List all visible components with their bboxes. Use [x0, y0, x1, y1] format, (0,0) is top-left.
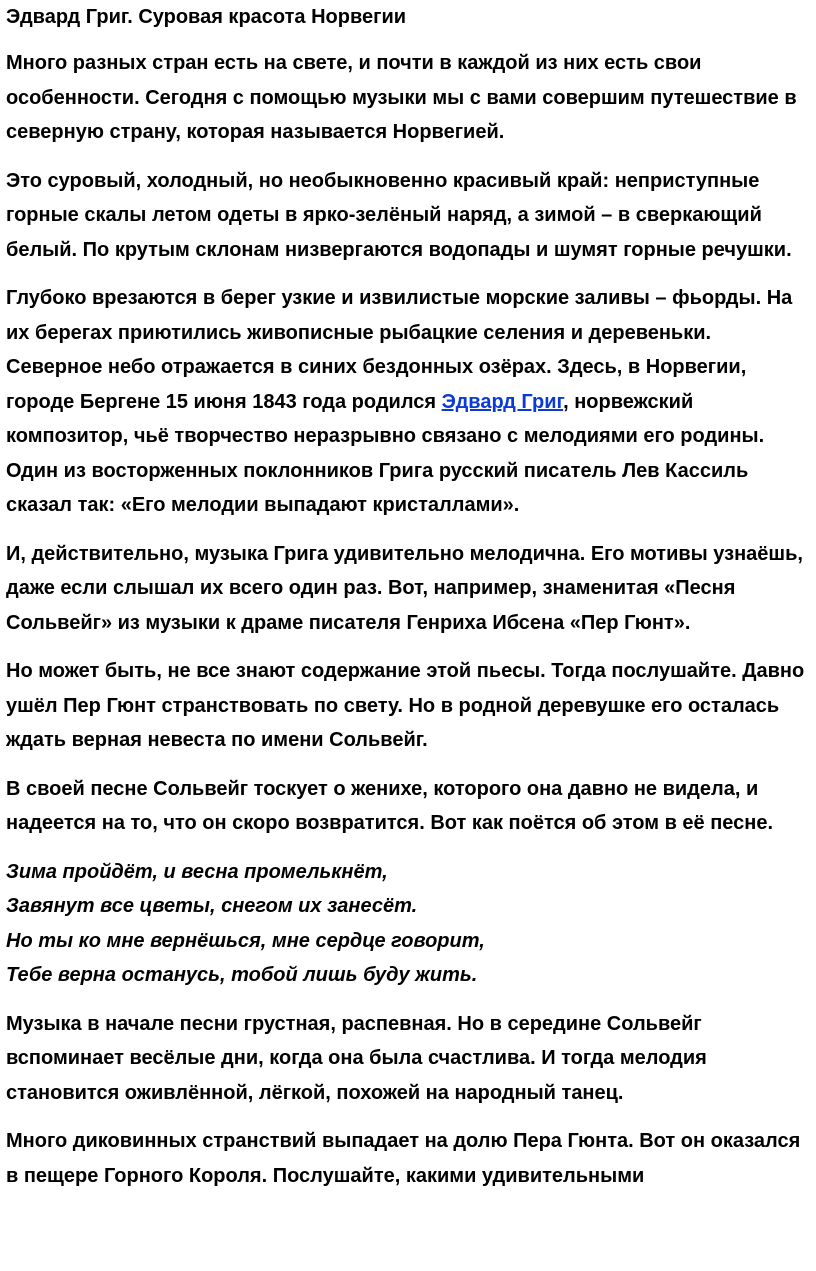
- poem-line: Зима пройдёт, и весна промелькнёт,: [6, 860, 388, 883]
- paragraph-nature: Это суровый, холодный, но необыкновенно красивый край: неприступные горные скалы летом одеты в ярко-зелёный наряд, а зимой – в сверкающий белый. По крутым склонам низвергаются водопады и шумят горные речушки.: [6, 169, 792, 261]
- paragraph-fjords: [6, 281, 808, 523]
- poem-line: Но ты ко мне вернёшься, мне сердце говорит,: [6, 929, 485, 952]
- paragraph-solveig-song: В своей песне Сольвейг тоскует о женихе, которого она давно не видела, и надеется на то, что он скоро возвратится. Вот как поётся об этом в её песне.: [6, 777, 774, 834]
- paragraph-fjords-text-before: Глубоко врезаются в берег узкие и извилистые морские заливы – фьорды. На их берегах приютились живописные рыбацкие селения и деревеньки. Северное небо отражается в синих бездонных озёрах. Здесь, в Норвегии, городе Бергене 15 июня 1843 года родился: [6, 287, 793, 413]
- paragraph-intro: Много разных стран есть на свете, и почти в каждой из них есть свои особенности. Сегодня с помощью музыки мы с вами совершим путешествие в северную страну, которая называется Норвегией.: [6, 52, 797, 143]
- document-title: Эдвард Григ. Суровая красота Норвегии: [6, 6, 407, 28]
- paragraph-peer-gynt: Но может быть, не все знают содержание этой пьесы. Тогда послушайте. Давно ушёл Пер Гюнт странствовать по свету. Но в родной деревушке его осталась ждать верная невеста по имени Сольвейг.: [6, 660, 805, 751]
- poem-line: Тебе верна останусь, тобой лишь буду жить.: [6, 964, 478, 986]
- paragraph-melody: И, действительно, музыка Грига удивительно мелодична. Его мотивы узнаёшь, даже если слышал их всего один раз. Вот, например, знаменитая «Песня Сольвейг» из музыки к драме писателя Генриха Ибсена «Пер Гюнт».: [6, 542, 803, 634]
- paragraph-mountain-king: Много диковинных странствий выпадает на долю Пера Гюнта. Вот он оказался в пещере Горного Короля. Послушайте, какими удивительными: [6, 1130, 801, 1187]
- edvard-grieg-link[interactable]: Эдвард Григ: [441, 390, 564, 413]
- paragraph-fjords-text-after: , норвежский композитор, чьё творчество неразрывно связано с мелодиями его родины. Один из восторженных поклонников Грига русский писатель Лев Кассиль сказал так: «Его мелодии выпадают кристаллами».: [6, 390, 765, 516]
- poem-line: Завянут все цветы, снегом их занесёт.: [6, 895, 418, 917]
- paragraph-music-character: Музыка в начале песни грустная, распевная. Но в середине Сольвейг вспоминает весёлые дни, когда она была счастлива. И тогда мелодия становится оживлённой, лёгкой, похожей на народный танец.: [6, 1012, 707, 1104]
- poem-stanza: [6, 855, 808, 993]
